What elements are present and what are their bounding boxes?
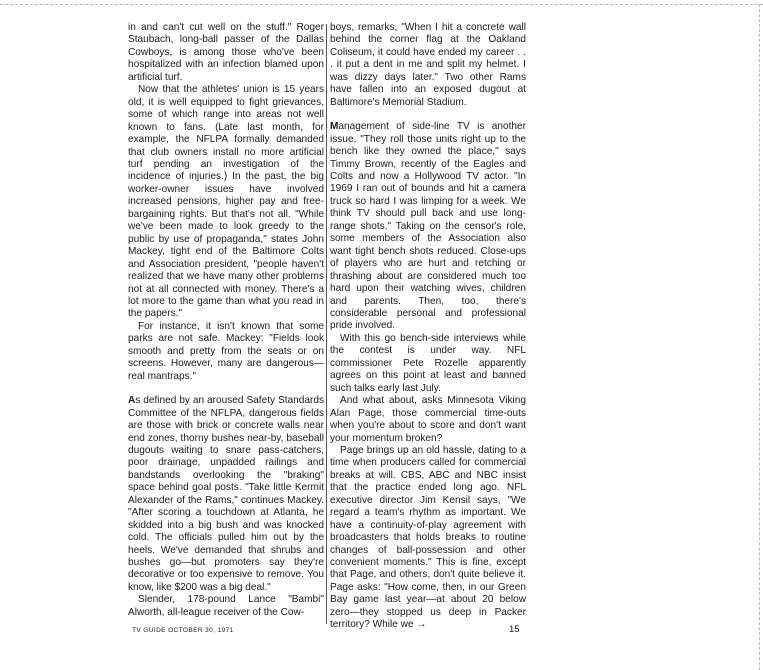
paragraph: For instance, it isn't known that some parks are not safe. Mackey: "Fields look smooth and pretty from the seats or on screens. However, many are dangerous—real mantraps." (128, 320, 324, 382)
paragraph: And what about, asks Minnesota Viking Alan Page, those commercial time-outs when you're about to score and don't want your momentum broken? (330, 395, 526, 444)
paragraph (330, 121, 526, 333)
paragraph-text: s defined by an aroused Safety Standards Committee of the NFLPA, dangerous fields are those with brick or concrete walls near end zones, thorny bushes near-by, baseball dugouts waiting to snare pass-catchers, poor drainage, unpadded railings and bandstands overlooking the "braking" space behind goal posts. "Take little Kermit Alexander of the Rams," continues Mackey. "After scoring a touchdown at Atlanta, he skidded into a big bush and was knocked cold. The officials pulled him out by the heels. We've demanded that shrubs and bushes go—but promoters say they're decorative or too expensive to remove. You know, like $200 was a big deal." (128, 395, 324, 593)
page-right-border (759, 4, 760, 670)
initial-letter: M (330, 121, 339, 133)
page-top-border (0, 4, 763, 5)
paragraph: Page brings up an old hassle, dating to a time when producers called for commercial breaks at will. CBS, ABC and NBC insist that the practice ended long ago. NFL executive director Jim Kensil says, "We regard a team's rhythm as important. We have a continuity-of-play agreement with broadcasters that holds breaks to routine changes of ball-possession and other convenient moments." This is fine, except that Page, and others, don't quite believe it. Page asks: "How come, then, in our Green Bay game last year—at about 20 below zero—they stopped us deep in Packer territory? While we → (330, 444, 526, 631)
article-column-right (330, 22, 526, 632)
footer-publication: TV GUIDE OCTOBER 30, 1971 (132, 627, 234, 634)
paragraph: Now that the athletes' union is 15 years old, it is well equipped to fight grievances, some of which range into areas not well known to fans. (Late last month, for example, the NFLPA formally demanded that club owners install no more artificial turf pending an investigation of the incidence of injuries.) In the past, the big worker-owner issues have involved increased pensions, higher pay and free-bargaining rights. But that's not all. "While we've been made to look greedy to the public by use of propaganda," states John Mackey, tight end of the Baltimore Colts and Association president, "people haven't realized that we have many other problems not at all connected with money. There's a lot more to the game than what you read in the papers." (128, 84, 324, 320)
paragraph (128, 395, 324, 594)
paragraph: in and can't cut well on the stuff." Roger Staubach, long-ball passer of the Dallas Cowboys, is among those who've been hospitalized with an infection blamed upon artificial turf. (128, 22, 324, 83)
paragraph: With this go bench-side interviews while the contest is under way. NFL commissioner Pete Rozelle apparently agrees on this point at least and banned such talks early last July. (330, 332, 526, 394)
paragraph-text: anagement of side-line TV is another issue. "They roll those units right up to the bench like they owned the place," says Timmy Brown, recently of the Eagles and Colts and now a Hollywood TV actor. "In 1969 I ran out of bounds and hit a camera truck so hard I was limping for a week. We think TV should pull back and use long-range shots." Taking on the censor's role, some members of the Association also want tight bench shots reduced. Close-ups of players who are hurt and retching or thrashing about are considered much too hard upon their watching wives, children and parents. Then, too, there's considerable personal and professional pride involved. (330, 121, 526, 332)
article-column-left (128, 22, 324, 619)
page-number: 15 (509, 624, 520, 635)
initial-letter: A (128, 395, 136, 407)
paragraph: Slender, 178-pound Lance "Bambi" Alworth, all-league receiver of the Cow- (128, 594, 324, 618)
paragraph: boys, remarks, "When I hit a concrete wall behind the corner flag at the Oakland Coliseum, it could have ended my career . . . it put a dent in me and split my helmet. I was dizzy days later." Two other Rams have fallen into an exposed dugout at Baltimore's Memorial Stadium. (330, 22, 526, 108)
column-divider (326, 24, 327, 624)
